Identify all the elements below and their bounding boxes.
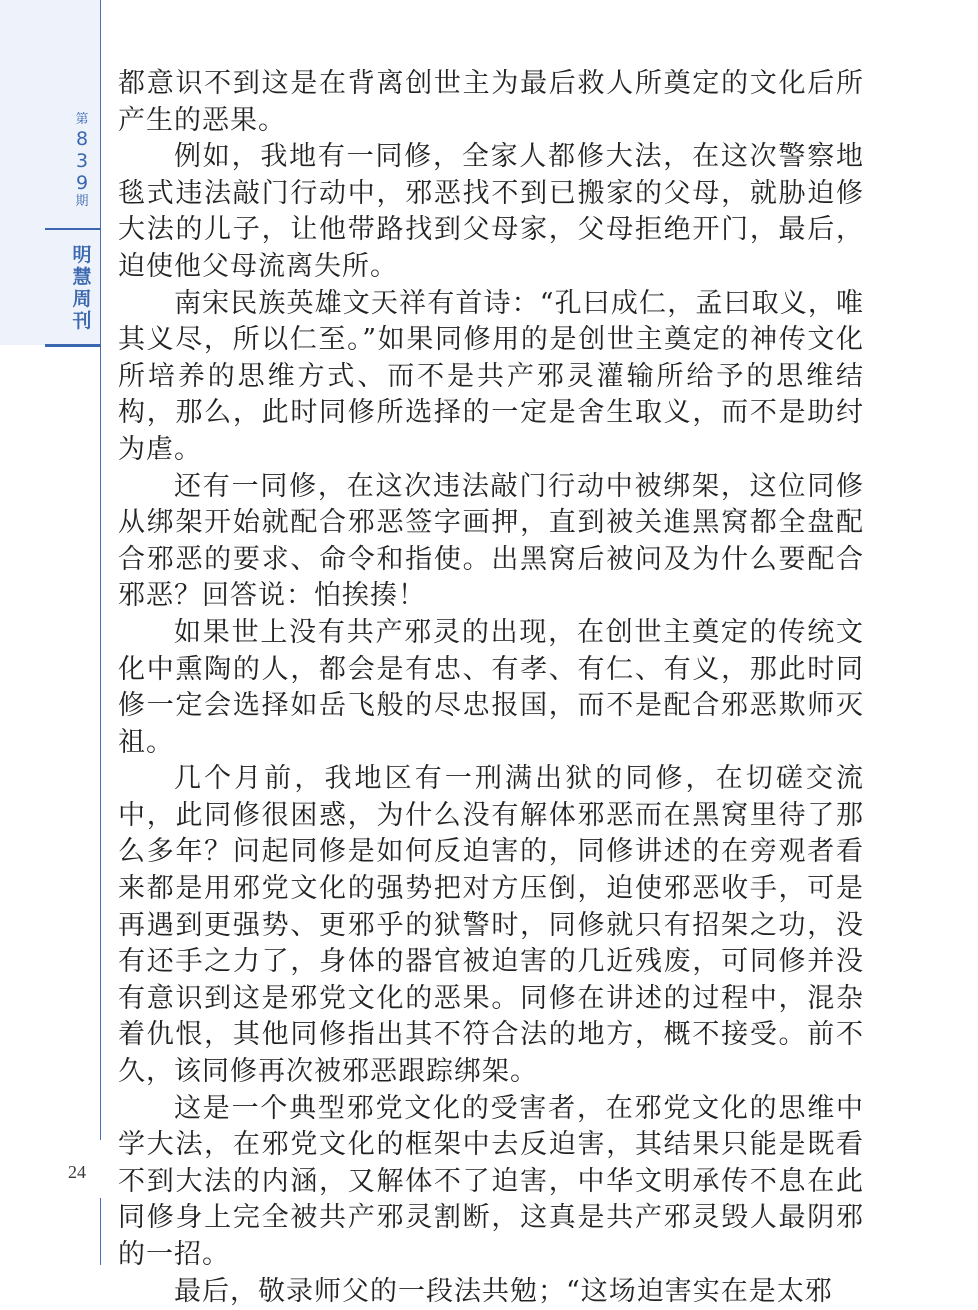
magazine-char: 慧 (72, 266, 92, 288)
magazine-char: 周 (72, 288, 92, 310)
sidebar-divider (45, 228, 101, 230)
sidebar-rule-lower (100, 1198, 101, 1265)
magazine-title (62, 244, 102, 332)
paragraph: 都意识不到这是在背离创世主为最后救人所奠定的文化后所产生的恶果。 (118, 68, 864, 136)
paragraph: 南宋民族英雄文天祥有首诗：“孔曰成仁，孟曰取义，唯其义尽，所以仁至。”如果同修用的是创世主奠定的神传文化所培养的思维方式、而不是共产邪灵灌输所给予的思维结构，那么，此时同修所选择的一定是舍生取义，而不是助纣为虐。 (118, 287, 864, 465)
paragraph: 例如，我地有一同修，全家人都修大法，在这次警察地毯式违法敲门行动中，邪恶找不到已搬家的父母，就胁迫修大法的儿子，让他带路找到父母家，父母拒绝开门，最后，迫使他父母流离失所。 (118, 141, 864, 282)
paragraph: 几个月前，我地区有一刑满出狱的同修，在切磋交流中，此同修很困惑，为什么没有解体邪恶而在黑窝里待了那么多年？问起同修是如何反迫害的，同修讲述的在旁观者看来都是用邪党文化的强势把对方压倒，迫使邪恶收手，可是再遇到更强势、更邪乎的狱警时，同修就只有招架之功，没有还手之力了，身体的器官被迫害的几近残废，可同修并没有意识到这是邪党文化的恶果。同修在讲述的过程中，混杂着仇恨，其他同修指出其不符合法的地方，概不接受。前不久，该同修再次被邪恶跟踪绑架。 (118, 763, 864, 1088)
paragraph: 如果世上没有共产邪灵的出现，在创世主奠定的传统文化中熏陶的人，都会是有忠、有孝、有仁、有义，那此时同修一定会选择如岳飞般的尽忠报国，而不是配合邪恶欺师灭祖。 (118, 616, 864, 758)
issue-digit: 3 (75, 150, 89, 172)
article-body (118, 66, 864, 1310)
issue-prefix: 第 (75, 112, 89, 127)
issue-suffix: 期 (75, 194, 89, 209)
paragraph: 这是一个典型邪党文化的受害者，在邪党文化的思维中学大法，在邪党文化的框架中去反迫害，其结果只能是既看不到大法的内涵，又解体不了迫害，中华文明承传不息在此同修身上完全被共产邪灵割断，这真是共产邪灵毁人最阴邪的一招。 (118, 1092, 864, 1270)
magazine-char: 明 (72, 244, 92, 266)
paragraph: 还有一同修，在这次违法敲门行动中被绑架，这位同修从绑架开始就配合邪恶签字画押，直到被关進黑窝都全盘配合邪恶的要求、命令和指使。出黑窝后被问及为什么要配合邪恶？回答说：怕挨揍！ (118, 470, 864, 612)
issue-digit: 8 (75, 128, 89, 150)
magazine-char: 刊 (72, 310, 92, 332)
issue-digit: 9 (75, 172, 89, 194)
paragraph: 最后，敬录师父的一段法共勉；“这场迫害实在是太邪 (174, 1275, 833, 1307)
page-number: 24 (68, 1162, 86, 1182)
sidebar-divider (45, 344, 101, 347)
issue-label (62, 112, 102, 210)
